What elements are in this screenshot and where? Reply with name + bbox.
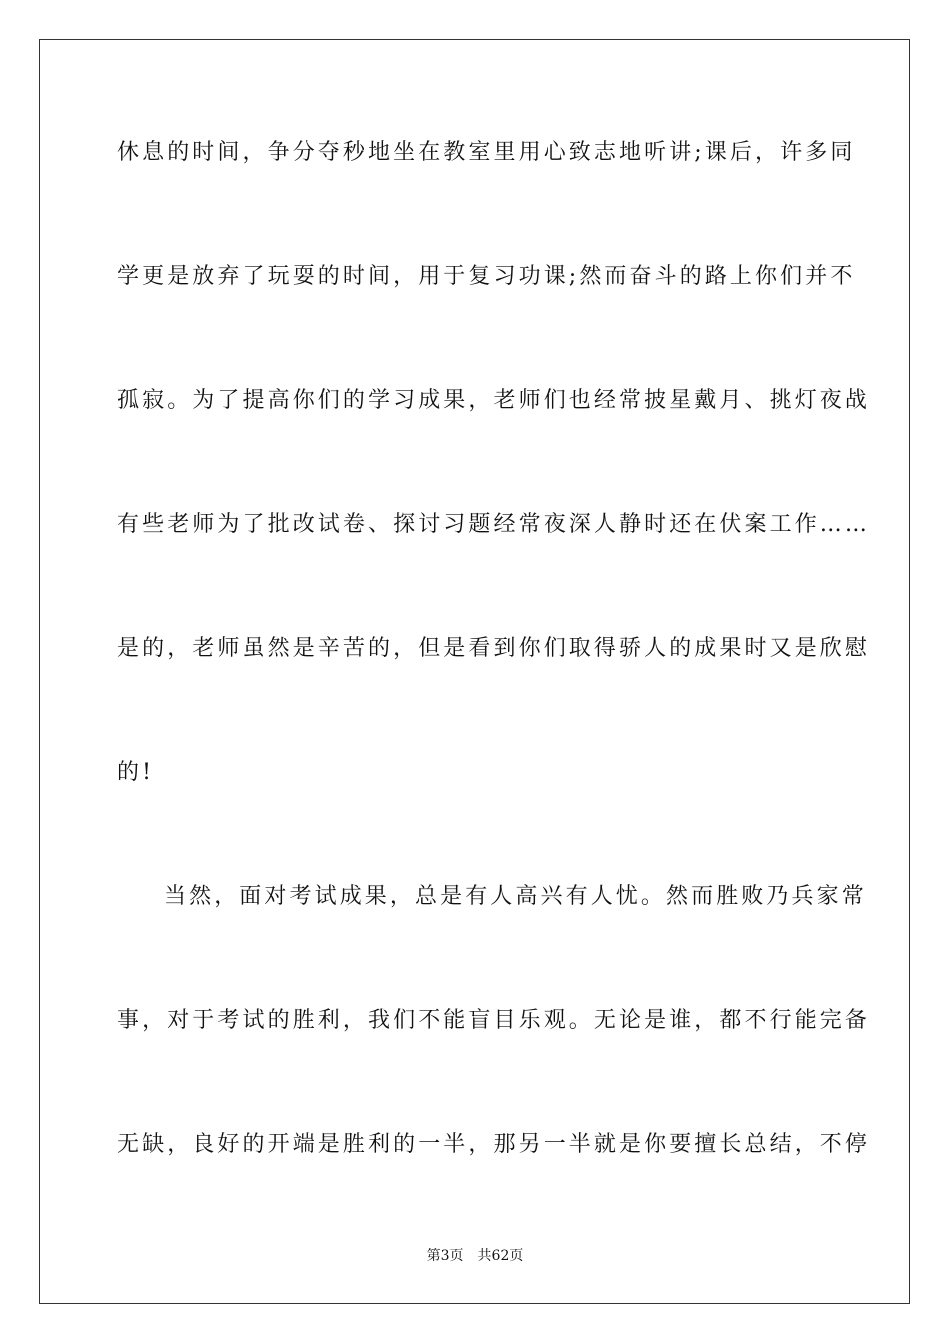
body-line-1: 休息的时间，争分夺秒地坐在教室里用心致志地听讲;课后，许多同 (117, 140, 856, 165)
page-number: 第3页 (426, 1248, 464, 1264)
body-line-4: 有些老师为了批改试卷、探讨习题经常夜深人静时还在伏案工作…… (117, 512, 871, 537)
page-border (39, 39, 910, 1304)
body-line-3: 孤寂。为了提高你们的学习成果，老师们也经常披星戴月、挑灯夜战 (117, 388, 871, 413)
page-footer (0, 1245, 950, 1265)
body-line-2: 学更是放弃了玩耍的时间，用于复习功课;然而奋斗的路上你们并不 (117, 264, 856, 289)
body-line-7: 当然，面对考试成果，总是有人高兴有人忧。然而胜败乃兵家常 (164, 884, 867, 909)
body-line-8: 事，对于考试的胜利，我们不能盲目乐观。无论是谁，都不行能完备 (117, 1008, 871, 1033)
body-line-9: 无缺，良好的开端是胜利的一半，那另一半就是你要擅长总结，不停 (117, 1132, 871, 1157)
body-line-6: 的! (117, 760, 155, 785)
page-total: 共62页 (477, 1248, 524, 1264)
body-line-5: 是的，老师虽然是辛苦的，但是看到你们取得骄人的成果时又是欣慰 (117, 636, 871, 661)
